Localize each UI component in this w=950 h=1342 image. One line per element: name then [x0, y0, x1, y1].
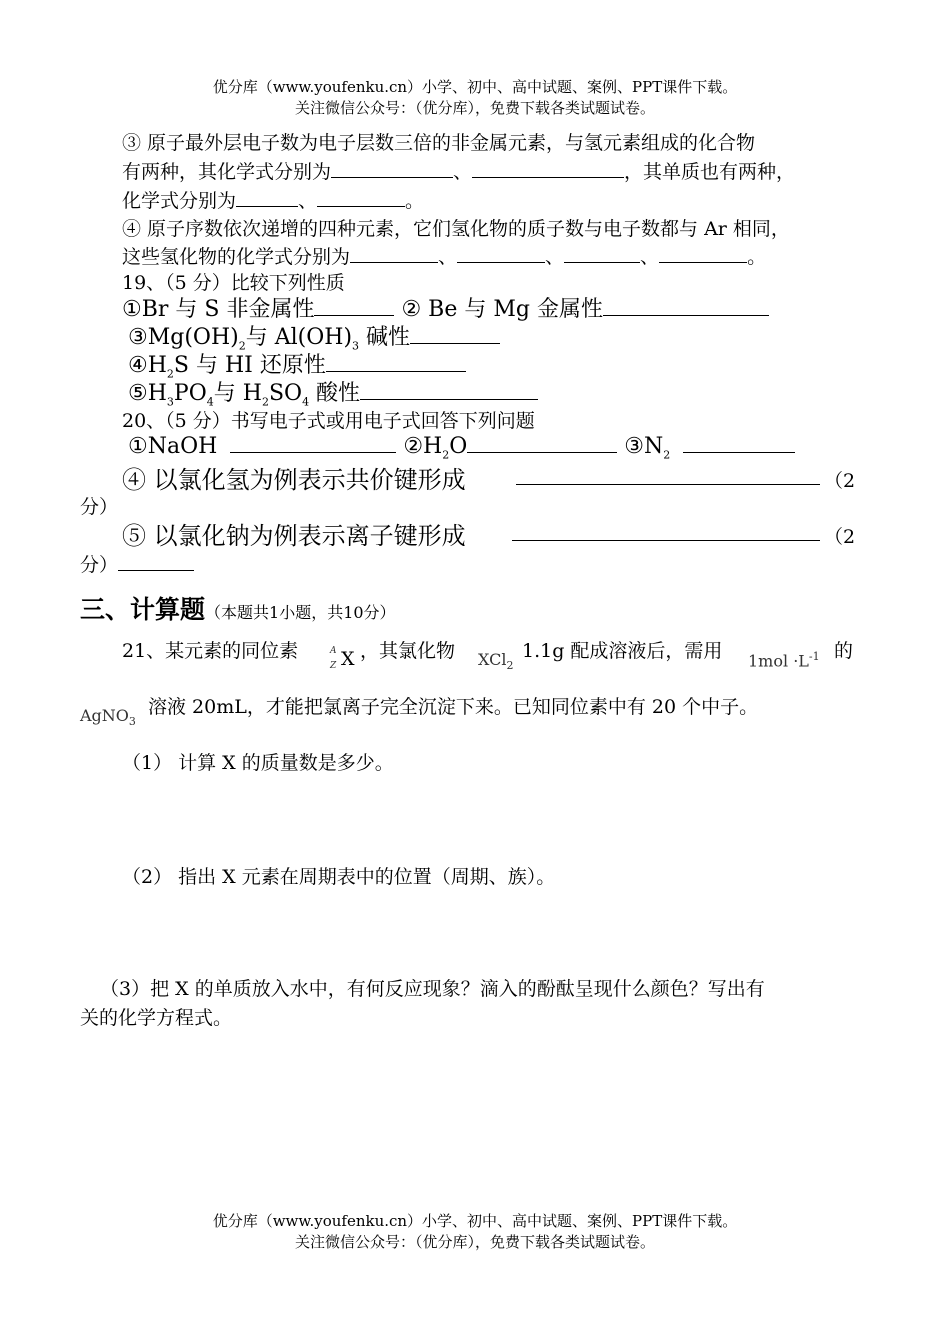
answer-blank[interactable] — [314, 297, 394, 316]
q20-part5: ⑤ 以氯化钠为例表示离子键形成 — [122, 522, 466, 550]
chloride-formula: XCl$_2$ — [478, 650, 514, 673]
q21-intro-start: 21、某元素的同位素 — [122, 640, 299, 662]
answer-blank[interactable] — [516, 466, 820, 485]
page-header-line2: 关注微信公众号：（优分库），免费下载各类试题试卷。 — [294, 99, 655, 117]
isotope-symbol: X — [341, 648, 355, 670]
answer-blank[interactable] — [317, 188, 405, 207]
q20-part4: ④ 以氯化氢为例表示共价键形成 — [122, 466, 466, 494]
answer-blank[interactable] — [683, 434, 795, 453]
page-header-line1: 优分库（www.youfenku.cn）小学、初中、高中试题、案例、PPT课件下载。 — [212, 78, 738, 96]
answer-blank[interactable] — [659, 244, 747, 263]
q19-part1: ①Br 与 S 非金属性 ② Be 与 Mg 金属性 — [122, 292, 769, 323]
q19-part3: $③Mg(OH)_2$与 $Al(OH)_3$ 碱性 — [128, 320, 500, 352]
q20-title: 20、（5 分）书写电子式或用电子式回答下列问题 — [122, 410, 535, 432]
page-footer-line2: 关注微信公众号：（优分库），免费下载各类试题试卷。 — [294, 1233, 655, 1251]
answer-blank[interactable] — [360, 381, 538, 400]
q20-part5-score-cont: 分） — [80, 550, 194, 577]
answer-blank[interactable] — [350, 244, 438, 263]
concentration: $1mol \cdot L^{-1}$ — [748, 650, 820, 671]
isotope-mass-number: A — [330, 646, 337, 656]
answer-blank[interactable] — [410, 325, 500, 344]
q21-sub3-line2: 关的化学方程式。 — [80, 1007, 233, 1029]
answer-blank[interactable] — [331, 159, 453, 178]
q21-sub3-line1: （3）把 X 的单质放入水中，有何反应现象？滴入的酚酞呈现什么颜色？写出有 — [100, 978, 765, 1000]
q21-intro-c: 1.1g 配成溶液后，需用 — [522, 640, 723, 662]
q19-part5: $⑤H_3PO_4$与 $H_2SO_4$ 酸性 — [128, 376, 538, 408]
page-footer-line1: 优分库（www.youfenku.cn）小学、初中、高中试题、案例、PPT课件下载。 — [212, 1212, 738, 1230]
isotope-atomic-number: Z — [330, 661, 337, 671]
q20-part4-score-cont: 分） — [80, 496, 119, 518]
q18-item4-line1: ④ 原子序数依次递增的四种元素，它们氢化物的质子数与电子数都与 Ar 相同， — [122, 218, 790, 240]
q18-item3-line1: ③ 原子最外层电子数为电子层数三倍的非金属元素，与氢元素组成的化合物 — [122, 132, 756, 154]
answer-blank[interactable] — [326, 353, 466, 372]
section-3-heading — [80, 590, 396, 626]
q21-line2: 溶液 20mL，才能把氯离子完全沉淀下来。已知同位素中有 20 个中子。 — [148, 696, 759, 718]
q21-sub1: （1） 计算 X 的质量数是多少。 — [122, 752, 394, 774]
answer-blank[interactable] — [472, 159, 624, 178]
answer-blank[interactable] — [118, 552, 194, 571]
section-note: （本题共1小题，共10分） — [205, 603, 396, 622]
q19-title: 19、（5 分）比较下列性质 — [122, 272, 345, 294]
answer-blank[interactable] — [236, 188, 298, 207]
answer-blank[interactable] — [467, 434, 617, 453]
q21-intro-d: 的 — [834, 640, 854, 662]
q19-part4: $④H_2S$ 与 HI 还原性 — [128, 348, 466, 380]
q18-item3-line2: 有两种，其化学式分别为 、 ，其单质也有两种， — [122, 161, 796, 183]
answer-blank[interactable] — [564, 244, 640, 263]
q21-intro-b: ，其氯化物 — [360, 640, 456, 662]
section-title: 三、计算题 — [80, 595, 206, 624]
q18-item4-line2: 这些氢化物的化学式分别为 、 、 、 。 — [122, 246, 767, 268]
q20-part4-score: （2 — [824, 470, 856, 492]
answer-blank[interactable] — [512, 522, 820, 541]
q18-item3-line3: 化学式分别为 、 。 — [122, 190, 425, 212]
q21-sub2: （2） 指出 X 元素在周期表中的位置（周期、族）。 — [122, 866, 556, 888]
answer-blank[interactable] — [603, 297, 769, 316]
answer-blank[interactable] — [457, 244, 545, 263]
q20-parts-123: ①NaOH $②H_2O$ $③N_2$ — [128, 434, 795, 461]
answer-blank[interactable] — [230, 434, 396, 453]
silver-nitrate-formula: AgNO$_3$ — [80, 706, 136, 729]
q20-part5-score: （2 — [824, 526, 856, 548]
